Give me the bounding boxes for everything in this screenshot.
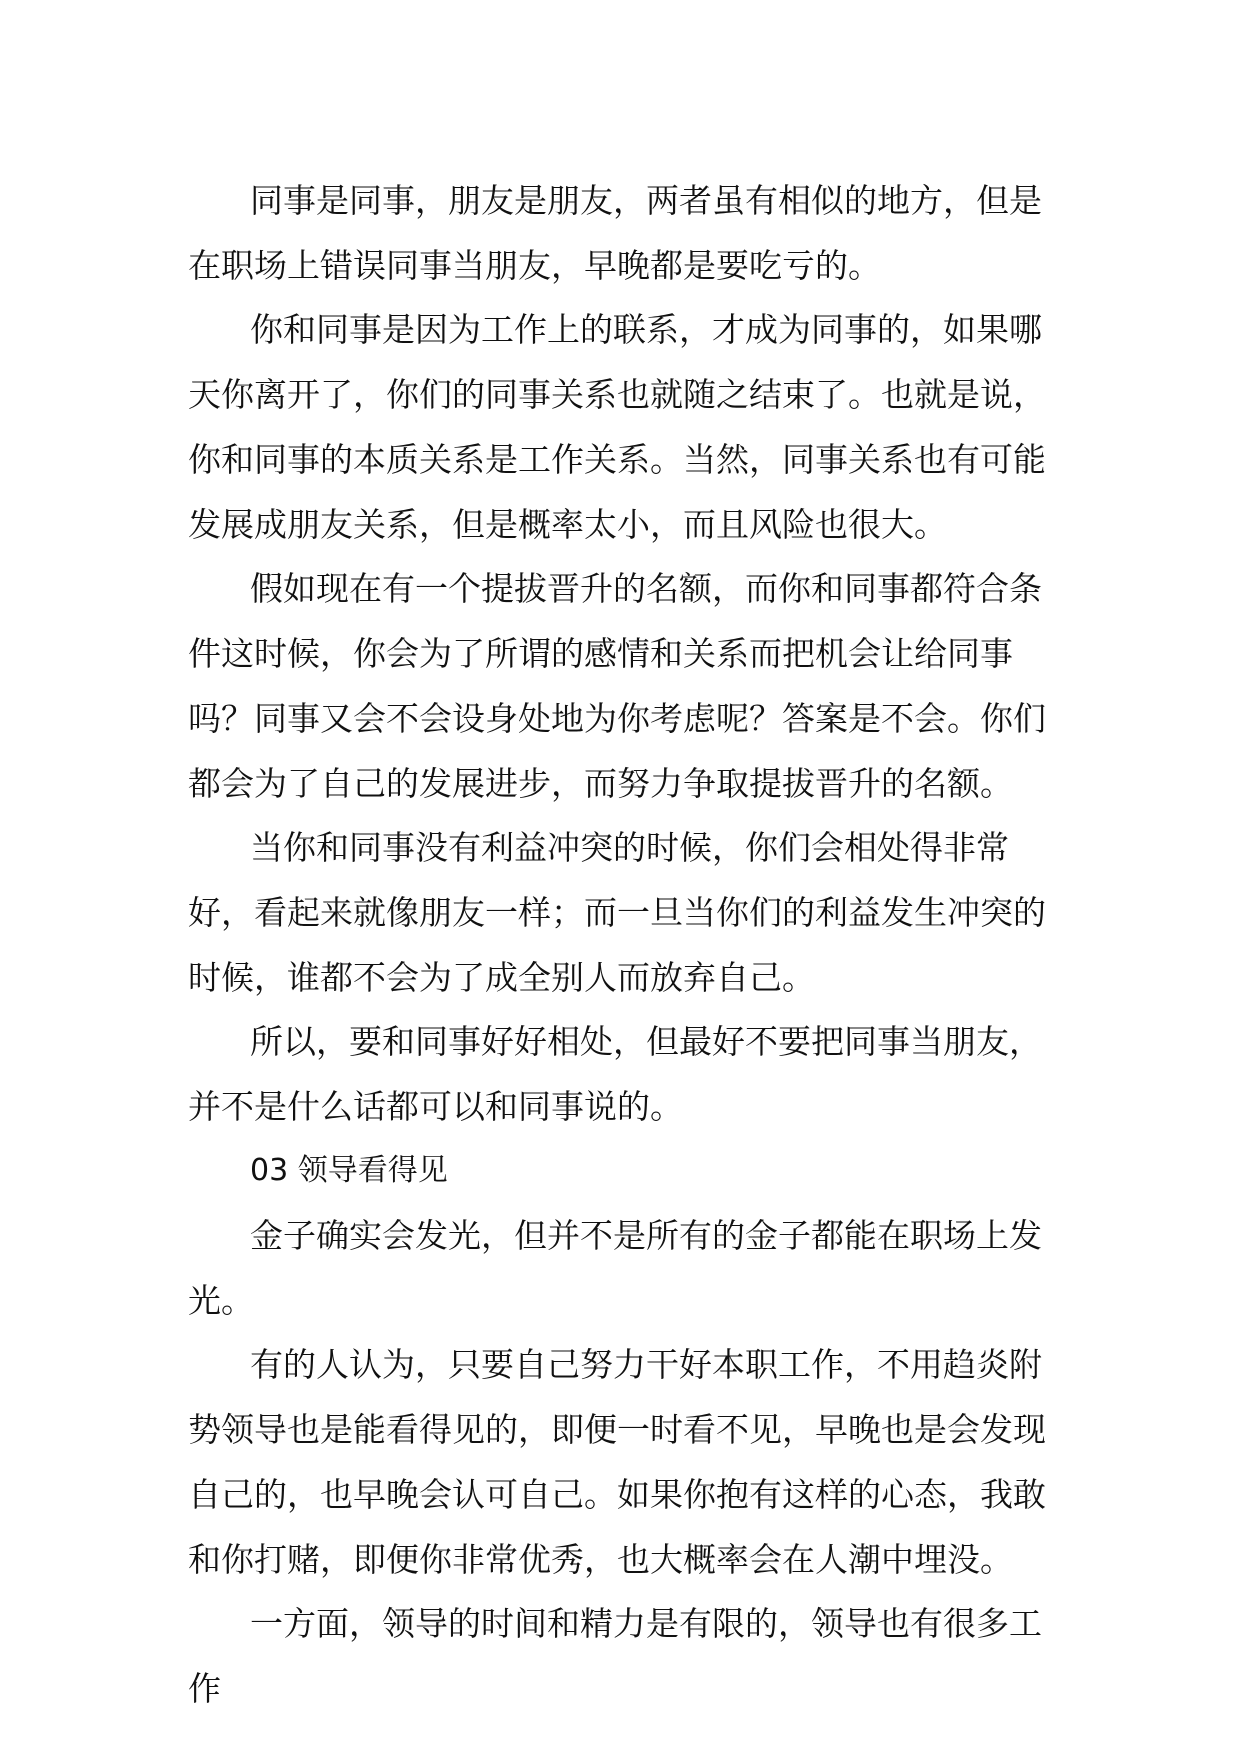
document-body [188,168,1058,1720]
paragraph: 假如现在有一个提拔晋升的名额，而你和同事都符合条件这时候，你会为了所谓的感情和关系而把机会让给同事吗？同事又会不会设身处地为你考虑呢？答案是不会。你们都会为了自己的发展进步，而努力争取提拔晋升的名额。 [188,569,1046,803]
paragraph: 你和同事是因为工作上的联系，才成为同事的，如果哪天你离开了，你们的同事关系也就随之结束了。也就是说，你和同事的本质关系是工作关系。当然，同事关系也有可能发展成朋友关系，但是概率太小，而且风险也很大。 [188,310,1046,544]
paragraph: 有的人认为，只要自己努力干好本职工作，不用趋炎附势领导也是能看得见的，即便一时看不见，早晚也是会发现自己的，也早晚会认可自己。如果你抱有这样的心态，我敢和你打赌，即便你非常优秀，也大概率会在人潮中埋没。 [188,1345,1046,1579]
section-heading: 03 领导看得见 [250,1153,448,1188]
paragraph: 金子确实会发光，但并不是所有的金子都能在职场上发光。 [188,1216,1042,1320]
paragraph: 一方面，领导的时间和精力是有限的，领导也有很多工作 [188,1604,1042,1708]
paragraph: 同事是同事，朋友是朋友，两者虽有相似的地方，但是在职场上错误同事当朋友，早晚都是要吃亏的。 [188,181,1042,285]
paragraph: 所以，要和同事好好相处，但最好不要把同事当朋友，并不是什么话都可以和同事说的。 [188,1022,1042,1126]
paragraph: 当你和同事没有利益冲突的时候，你们会相处得非常好，看起来就像朋友一样；而一旦当你们的利益发生冲突的时候，谁都不会为了成全别人而放弃自己。 [188,828,1046,997]
